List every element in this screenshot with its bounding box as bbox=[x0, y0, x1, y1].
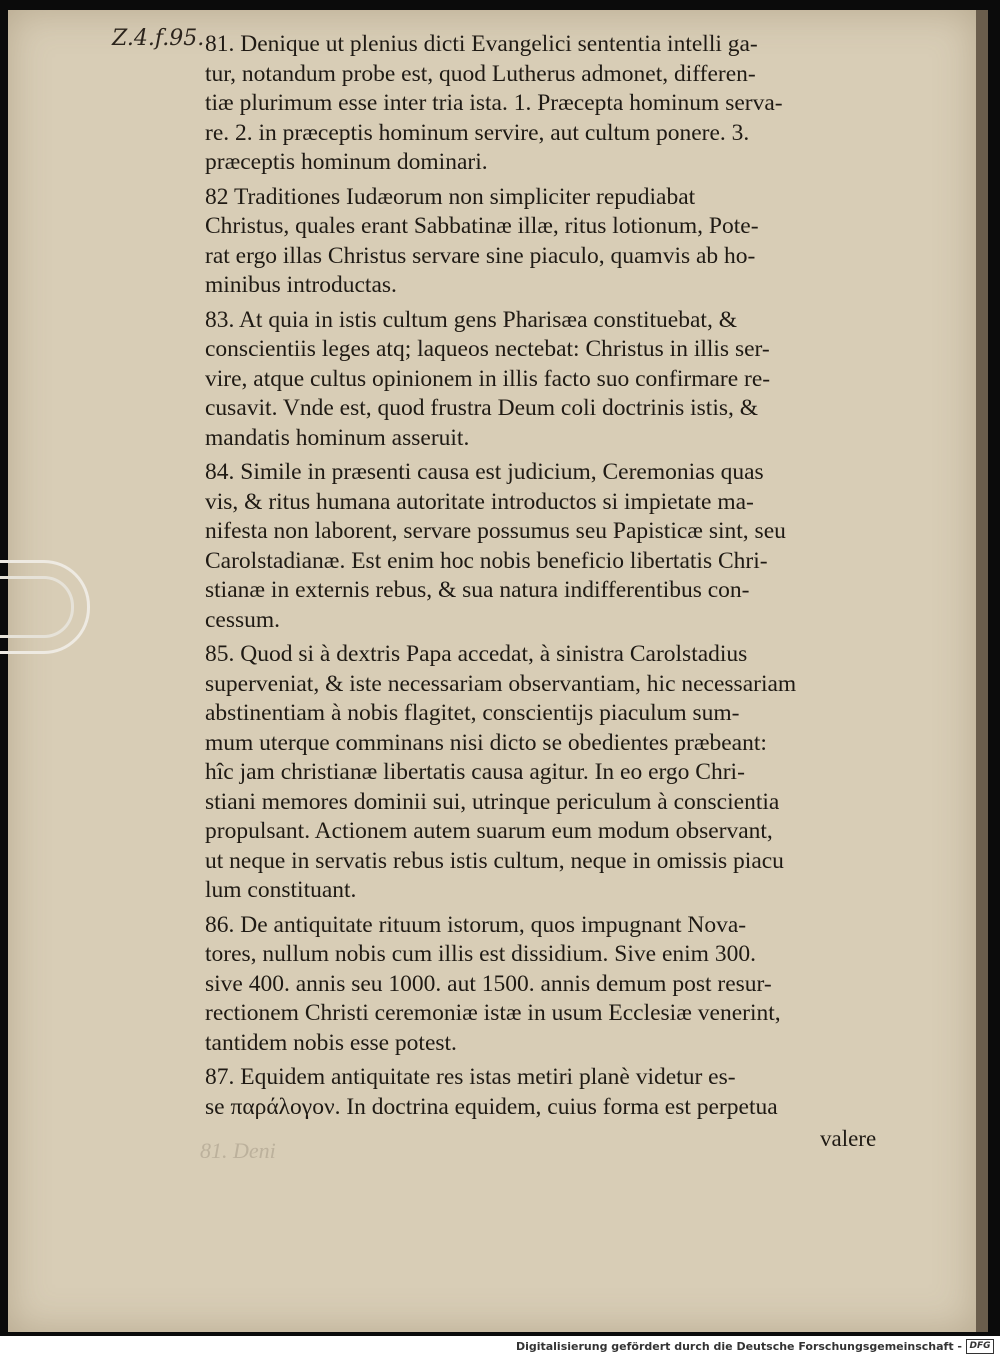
text-line: lum constituant. bbox=[205, 877, 357, 903]
catchword: valere bbox=[820, 1126, 877, 1151]
text-line: cessum. bbox=[205, 606, 281, 633]
paper-clip-inner bbox=[0, 576, 74, 638]
text-line: 82 Traditiones Iudæorum non simpliciter repudiabat bbox=[205, 183, 696, 210]
text-line: tantidem nobis esse potest. bbox=[205, 1029, 457, 1056]
text-line: 87. Equidem antiquitate res istas metiri planè videtur es- bbox=[205, 1064, 736, 1090]
page-text bbox=[205, 30, 895, 1127]
text-line: se παράλογον. In doctrina equidem, cuius forma est perpetua bbox=[205, 1093, 778, 1120]
text-line: stiani memores dominii sui, utrinque periculum à conscientia bbox=[205, 788, 780, 815]
text-line: mandatis hominum asseruit. bbox=[205, 424, 470, 451]
paragraph-81 bbox=[205, 30, 895, 178]
folio-mark: Z.4.f.95. bbox=[112, 26, 205, 51]
text-line: rat ergo illas Christus servare sine piaculo, quamvis ab ho- bbox=[205, 242, 756, 269]
text-line: Carolstadianæ. Est enim hoc nobis beneficio libertatis Chri- bbox=[205, 547, 768, 574]
text-line: 84. Simile in præsenti causa est judicium, Ceremonias quas bbox=[205, 459, 764, 485]
page-edge bbox=[976, 10, 988, 1332]
text-line: tur, notandum probe est, quod Lutherus admonet, differen- bbox=[205, 60, 756, 87]
bleed-through-text: 81. Deni bbox=[200, 1138, 276, 1163]
text-line: vire, atque cultus opinionem in illis facto suo confirmare re- bbox=[205, 365, 771, 392]
text-line: tiæ plurimum esse inter tria ista. 1. Præcepta hominum serva- bbox=[205, 90, 783, 116]
text-line: Christus, quales erant Sabbatinæ illæ, ritus lotionum, Pote- bbox=[205, 213, 759, 239]
paragraph-84 bbox=[205, 458, 895, 635]
dfg-logo-icon: DFG bbox=[966, 1339, 994, 1354]
text-line: 85. Quod si à dextris Papa accedat, à sinistra Carolstadius bbox=[205, 641, 748, 667]
text-line: re. 2. in præceptis hominum servire, aut cultum ponere. 3. bbox=[205, 119, 750, 146]
text-line: minibus introductas. bbox=[205, 272, 397, 298]
text-line: stianæ in externis rebus, & sua natura indifferentibus con- bbox=[205, 577, 750, 603]
text-line: 86. De antiquitate rituum istorum, quos impugnant Nova- bbox=[205, 911, 747, 938]
paragraph-86 bbox=[205, 911, 895, 1059]
paragraph-82 bbox=[205, 183, 895, 301]
paragraph-83 bbox=[205, 306, 895, 454]
text-line: abstinentiam à nobis flagitet, conscientijs piaculum sum- bbox=[205, 700, 740, 726]
text-line: cusavit. Vnde est, quod frustra Deum coli doctrinis istis, & bbox=[205, 395, 759, 421]
footer-bar bbox=[0, 1336, 1000, 1359]
text-line: mum uterque comminans nisi dicto se obedientes præbeant: bbox=[205, 729, 767, 756]
text-line: 83. At quia in istis cultum gens Pharisæa constituebat, & bbox=[205, 306, 737, 333]
text-line: 81. Denique ut plenius dicti Evangelici sententia intelli ga- bbox=[205, 31, 758, 57]
text-line: ut neque in servatis rebus istis cultum, neque in omissis piacu bbox=[205, 847, 784, 874]
text-line: hîc jam christianæ libertatis causa agitur. In eo ergo Chri- bbox=[205, 759, 745, 785]
text-line: propulsant. Actionem autem suarum eum modum observant, bbox=[205, 818, 773, 844]
paragraph-85 bbox=[205, 640, 895, 906]
text-line: nifesta non laborent, servare possumus seu Papisticæ sint, seu bbox=[205, 518, 786, 544]
text-line: tores, nullum nobis cum illis est dissidium. Sive enim 300. bbox=[205, 941, 756, 967]
text-line: sive 400. annis seu 1000. aut 1500. annis demum post resur- bbox=[205, 970, 772, 997]
text-line: vis, & ritus humana autoritate introductos si impietate ma- bbox=[205, 488, 754, 515]
text-line: superveniat, & iste necessariam observantiam, hic necessariam bbox=[205, 670, 797, 697]
text-line: rectionem Christi ceremoniæ istæ in usum Ecclesiæ venerint, bbox=[205, 1000, 781, 1026]
funding-credit: Digitalisierung gefördert durch die Deutsche Forschungsgemeinschaft - bbox=[515, 1340, 962, 1353]
text-line: præceptis hominum dominari. bbox=[205, 149, 488, 175]
paragraph-87 bbox=[205, 1063, 895, 1122]
text-line: conscientiis leges atq; laqueos nectebat: Christus in illis ser- bbox=[205, 336, 770, 362]
